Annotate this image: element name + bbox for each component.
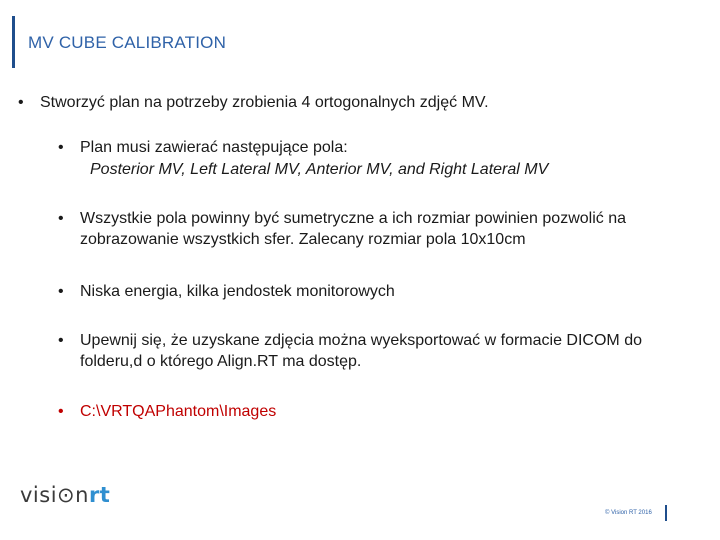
bullet-symmetric <box>58 208 678 250</box>
field-list: Posterior MV, Left Lateral MV, Anterior MV, and Right Lateral MV <box>90 161 549 178</box>
title-accent-bar <box>12 16 15 68</box>
bullet-text: Stworzyć plan na potrzeby zrobienia 4 ortogonalnych zdjęć MV. <box>40 94 489 111</box>
bullet-marker: • <box>58 283 64 300</box>
slide-title: MV CUBE CALIBRATION <box>28 33 227 52</box>
visionrt-logo <box>20 483 110 507</box>
bullet-marker: • <box>18 94 24 111</box>
bullet-energy <box>58 281 698 302</box>
copyright-text: © Vision RT 2016 <box>605 510 652 516</box>
bullet-marker: • <box>58 332 64 349</box>
bullet-fields <box>58 137 698 158</box>
image-path: C:\VRTQAPhantom\Images <box>80 403 277 420</box>
bullet-marker: • <box>58 210 64 227</box>
bullet-text: Wszystkie pola powinny być sumetryczne a ich rozmiar powinien pozwolić na zobrazowanie wszystkich sfer. Zalecany rozmiar pola 10x10cm <box>80 210 626 248</box>
logo-vision-text: visi⊙n <box>20 483 89 507</box>
bullet-text: Niska energia, kilka jendostek monitorowych <box>80 283 395 300</box>
bullet-export <box>58 330 698 372</box>
bullet-marker: • <box>58 403 64 420</box>
bullet-main <box>18 92 708 113</box>
bullet-marker: • <box>58 139 64 156</box>
bullet-text: Upewnij się, że uzyskane zdjęcia można wyeksportować w formacie DICOM do folderu,d o którego Align.RT ma dostęp. <box>80 332 642 370</box>
bullet-path <box>58 401 698 422</box>
bullet-text: Plan musi zawierać następujące pola: <box>80 139 348 156</box>
footer-accent-bar <box>665 505 667 521</box>
logo-rt-text: rt <box>88 483 111 507</box>
